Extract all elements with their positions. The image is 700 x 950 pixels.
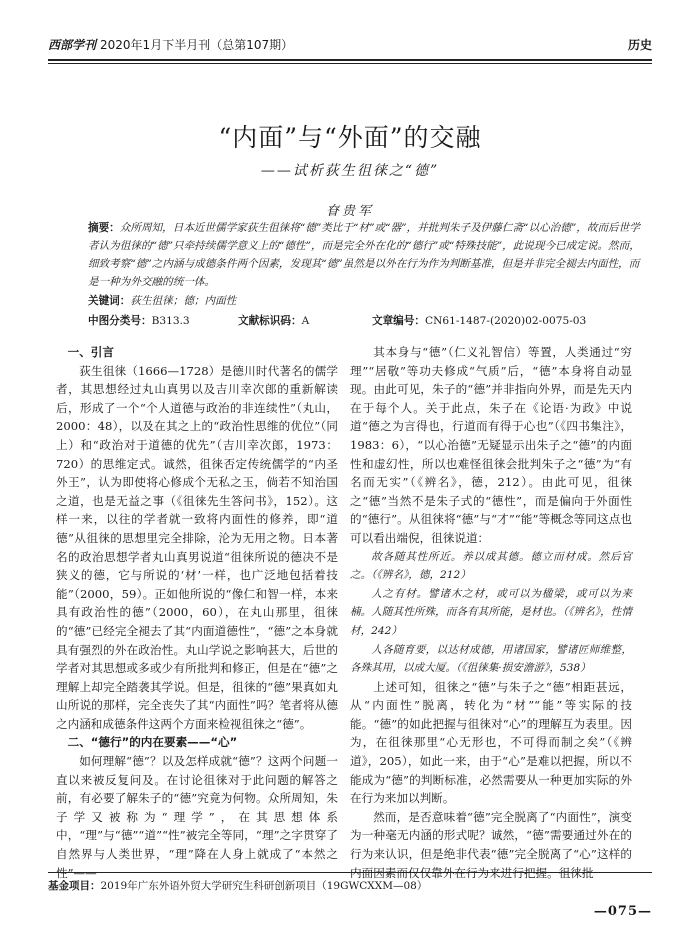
- paragraph: 荻生徂徕（1666—1728）是德川时代著名的儒学者，其思想经过丸山真男以及吉川幸次郎的重新解读后，形成了一个“个人道德与政治的非连续性”（丸山，2000：48），以及在其之上的“政治性思维的优位”（同上）和“政治对于道德的优先”（吉川幸次郎，1973：720）的思维定式。诚然，徂徕否定传统儒学的“内圣外王”，认为即使将心修成个无私之玉，倘若不知治国之道，也是无益之事（《徂徕先生答问书》，152）。这样一来，以往的学者就一致将内面性的修养，即“道德”从徂徕的思想里完全排除，沦为无用之物。日本著名的政治思想学者丸山真男说道“徂徕所说的德决不是狭义的德，它与所说的‘材’一样，也广泛地包括着技能”（2000，59）。正如他所说的“像仁和智一样，本来具有政治性的德”（2000，60），在丸山那里，徂徕的“德”已经完全褪去了其“内面道德性”，“德”之本身就具有强烈的外在政治性。丸山学说之影响甚大，后世的学者对其思想或多或少有所批判和修正，但是在“德”之理解上却完全踏袭其学说。但是，徂徕的“德”果真如丸山所说的那样，完全丧失了其“内面性”吗？笔者将从德之内涵和成德条件这两个方面来检视徂徕之“德”。: [56, 363, 338, 731]
- footnote-label: 基金项目：: [48, 880, 101, 892]
- article-no-value: CN61-1487-(2020)02-0075-03: [424, 315, 587, 327]
- doc-code-value: A: [301, 315, 310, 327]
- paragraph: 上述可知，徂徕之“德”与朱子之“德”相距甚远，从“内面性”脱离，转化为“材”“能”等实际的技能。“德”的如此把握与徂徕对“心”的理解互为表里。因为，在徂徕那里“心无形也，不可得而制之矣”（《辨道》，205），如此一来，由于“心”是难以把握，所以不能成为“德”的判断标准，必然需要从一种更加实际的外在行为来加以判断。: [350, 679, 632, 806]
- classification-value: B313.3: [151, 315, 190, 327]
- footnote-text: 2019年广东外语外贸大学研究生科研创新项目（19GWCXXM—08）: [100, 880, 428, 892]
- paragraph: 如何理解“德”？以及怎样成就“德”？这两个问题一直以来被反复问及。在讨论徂徕对于此问题的解答之前，有必要了解朱子的“德”究竟为何物。众所周知，朱子学又被称为“理学”，在其思想体系中，“理”与“德”“道”“性”被完全等同，“理”之字贯穿了自然界与人类世界，“理”降在人身上就成了“本然之性”——: [56, 754, 338, 880]
- section-heading: 二、“德行”的内在要素——“心”: [67, 735, 238, 750]
- page-number: —075—: [593, 904, 652, 919]
- keywords-text: 荻生徂徕；德；内面性: [130, 295, 237, 307]
- body-column-right: [350, 343, 632, 882]
- issue-info: 2020年1月下半月刊（总第107期）: [100, 38, 294, 52]
- paragraph: 然而，是否意味着“德”完全脱离了“内面性”，演变为一种毫无内涵的形式呢？诚然，“德”需要通过外在的行为来认识，但是绝非代表“德”完全脱离了“心”这样的内面因素而仅仅靠外在行为来进行把握。徂徕批: [350, 809, 632, 880]
- doc-code-label: 文献标识码：: [238, 315, 302, 327]
- block-quote: 人之有材。譬诸木之材，或可以为楹梁，或可以为来楠。人随其性所殊，而各有其所能，是材也。（《辨名》，性情材，242）: [350, 587, 632, 637]
- header-rule-thin: [48, 63, 652, 64]
- running-header: [48, 32, 652, 56]
- funding-footnote: [48, 878, 427, 893]
- section-heading: 一、引言: [67, 345, 114, 359]
- block-quote: 故各随其性所近。养以成其德。德立而材成。然后官之。（《辨名》，德，212）: [350, 550, 632, 582]
- classification-number: [88, 313, 190, 328]
- article-number: [372, 313, 586, 328]
- header-journal-info: [48, 36, 293, 53]
- article-subtitle: ——试析荻生徂徕之“德”: [260, 163, 440, 179]
- header-rule: [48, 59, 652, 61]
- keywords-label: 关键词：: [88, 295, 131, 307]
- abstract: [88, 219, 648, 291]
- article-no-label: 文章编号：: [372, 315, 425, 327]
- body-column-left: [56, 343, 338, 882]
- block-quote: 人各随育要，以达材成德，用诸国家，譬诸匠师维整，各殊其用，以成大厦。（《徂徕集·损安澹游》，538）: [350, 643, 632, 675]
- footnote-rule: [48, 872, 652, 873]
- abstract-text: 众所周知，日本近世儒学家荻生徂徕将“德”类比于“材”或“器”，并批判朱子及伊藤仁斋“以心治德”，故而后世学者认为徂徕的“德”只牵持续儒学意义上的“德性”，而是完全外在化的“德行”或“特殊技能”，此说现今已成定说。然而，细致考察“德”之内涵与成德条件两个因素，发现其“德”虽然是以外在行为作为判断基准，但是并非完全褪去内面性，而是一种为外交融的统一体。: [88, 222, 640, 288]
- document-code: [238, 313, 309, 328]
- abstract-label: 摘要：: [88, 222, 120, 234]
- section-label: 历史: [627, 38, 652, 52]
- author-name: 眘贵军: [325, 204, 374, 219]
- classification-label: 中图分类号：: [88, 315, 152, 327]
- keywords: [88, 293, 648, 308]
- paragraph: 其本身与“德”（仁义礼智信）等置，人类通过“穷理”“居敬”等功夫修成“气质”后，“德”本身将自动显现。由此可见，朱子的“德”并非指向外界，而是先天内在于每个人。关于此点，朱子在《论语·为政》中说道“德之为言得也，行道而有得于心也”（《四书集注》，1983：6），“以心治德”无疑显示出朱子之“德”的内面性和虚幻性，所以也难怪徂徕会批判朱子之“德”为“有名而无实”（《辨名》，德，212）。由此可见，徂徕之“德”当然不是朱子式的“德性”，而是偏向于外面性的“德行”。从徂徕将“德”与“才”“能”等概念等同这点也可以看出端倪，徂徕说道：: [350, 345, 632, 545]
- journal-name: 西部学刊: [48, 38, 97, 52]
- article-title: “内面”与“外面”的交融: [218, 123, 482, 152]
